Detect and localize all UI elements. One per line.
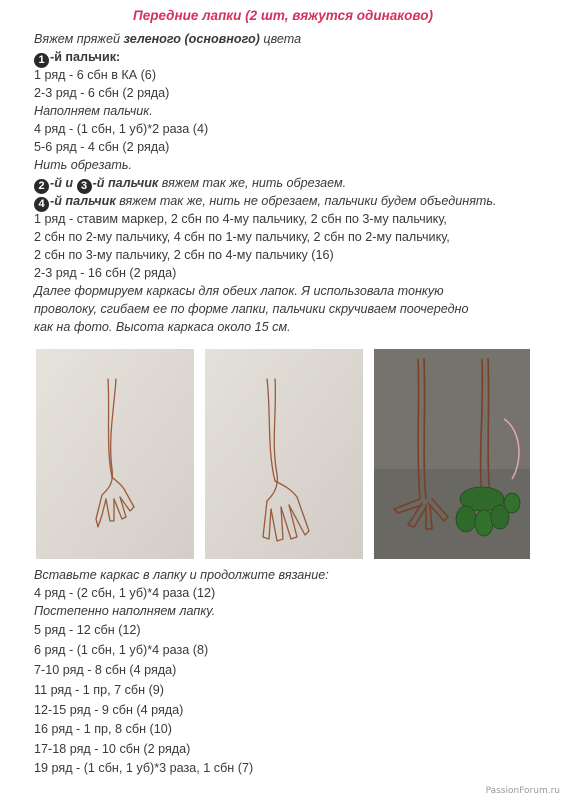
row-line: 6 ряд - (1 сбн, 1 уб)*4 раза (8) <box>34 643 209 657</box>
fill-note: Наполняем пальчик. <box>34 104 153 118</box>
intro-bold: зеленого (основного) <box>123 32 260 46</box>
wire-frame-photo-1 <box>36 349 194 559</box>
row-line: 2-3 ряд - 16 сбн (2 ряда) <box>34 266 177 280</box>
page-title: Передние лапки (2 шт, вяжутся одинаково) <box>133 8 433 23</box>
row-line: 7-10 ряд - 8 сбн (4 ряда) <box>34 663 177 677</box>
cut-note: Нить обрезать. <box>34 158 132 172</box>
row-line: 2-3 ряд - 6 сбн (2 ряда) <box>34 86 170 100</box>
row-line: 12-15 ряд - 9 сбн (4 ряда) <box>34 703 184 717</box>
row-line: 1 ряд - 6 сбн в КА (6) <box>34 68 157 82</box>
site-watermark: PassionForum.ru <box>485 786 560 796</box>
number-badge-icon: 1 <box>34 53 49 68</box>
row-line: 2 сбн по 3-му пальчику, 2 сбн по 4-му пальчику (16) <box>34 248 334 262</box>
row-line: 19 ряд - (1 сбн, 1 уб)*3 раза, 1 сбн (7) <box>34 761 254 775</box>
fill-paw-note: Постепенно наполняем лапку. <box>34 604 216 618</box>
wire-frame-photo-2 <box>205 349 363 559</box>
finger23-line: 2 -й и 3 -й пальчик вяжем так же, нить обрезаем. <box>34 175 346 194</box>
frame-text-line: Далее формируем каркасы для обеих лапок. Я использовала тонкую <box>34 284 444 298</box>
frame-text-line: проволоку, сгибаем ее по форме лапки, пальчики скручиваем поочередно <box>34 302 469 316</box>
finger1-heading: 1 -й пальчик: <box>34 49 120 68</box>
row-line: 5 ряд - 12 сбн (12) <box>34 623 141 637</box>
crochet-paw-photo <box>374 349 530 559</box>
finger4-line: 4 -й пальчик вяжем так же, нить не обрезаем, пальчики будем объединять. <box>34 193 497 212</box>
row-line: 4 ряд - (1 сбн, 1 уб)*2 раза (4) <box>34 122 209 136</box>
number-badge-icon: 3 <box>77 179 92 194</box>
row-line: 17-18 ряд - 10 сбн (2 ряда) <box>34 742 191 756</box>
row-line: 11 ряд - 1 пр, 7 сбн (9) <box>34 683 164 697</box>
row-line: 5-6 ряд - 4 сбн (2 ряда) <box>34 140 170 154</box>
row-line: 2 сбн по 2-му пальчику, 4 сбн по 1-му пальчику, 2 сбн по 2-му пальчику, <box>34 230 450 244</box>
row-line: 1 ряд - ставим маркер, 2 сбн по 4-му пальчику, 2 сбн по 3-му пальчику, <box>34 212 447 226</box>
insert-note: Вставьте каркас в лапку и продолжите вязание: <box>34 568 329 582</box>
frame-text-line: как на фото. Высота каркаса около 15 см. <box>34 320 291 334</box>
row-line: 16 ряд - 1 пр, 8 сбн (10) <box>34 722 172 736</box>
number-badge-icon: 2 <box>34 179 49 194</box>
row-line: 4 ряд - (2 сбн, 1 уб)*4 раза (12) <box>34 586 216 600</box>
intro-line: Вяжем пряжей зеленого (основного) цвета <box>34 32 302 46</box>
number-badge-icon: 4 <box>34 197 49 212</box>
